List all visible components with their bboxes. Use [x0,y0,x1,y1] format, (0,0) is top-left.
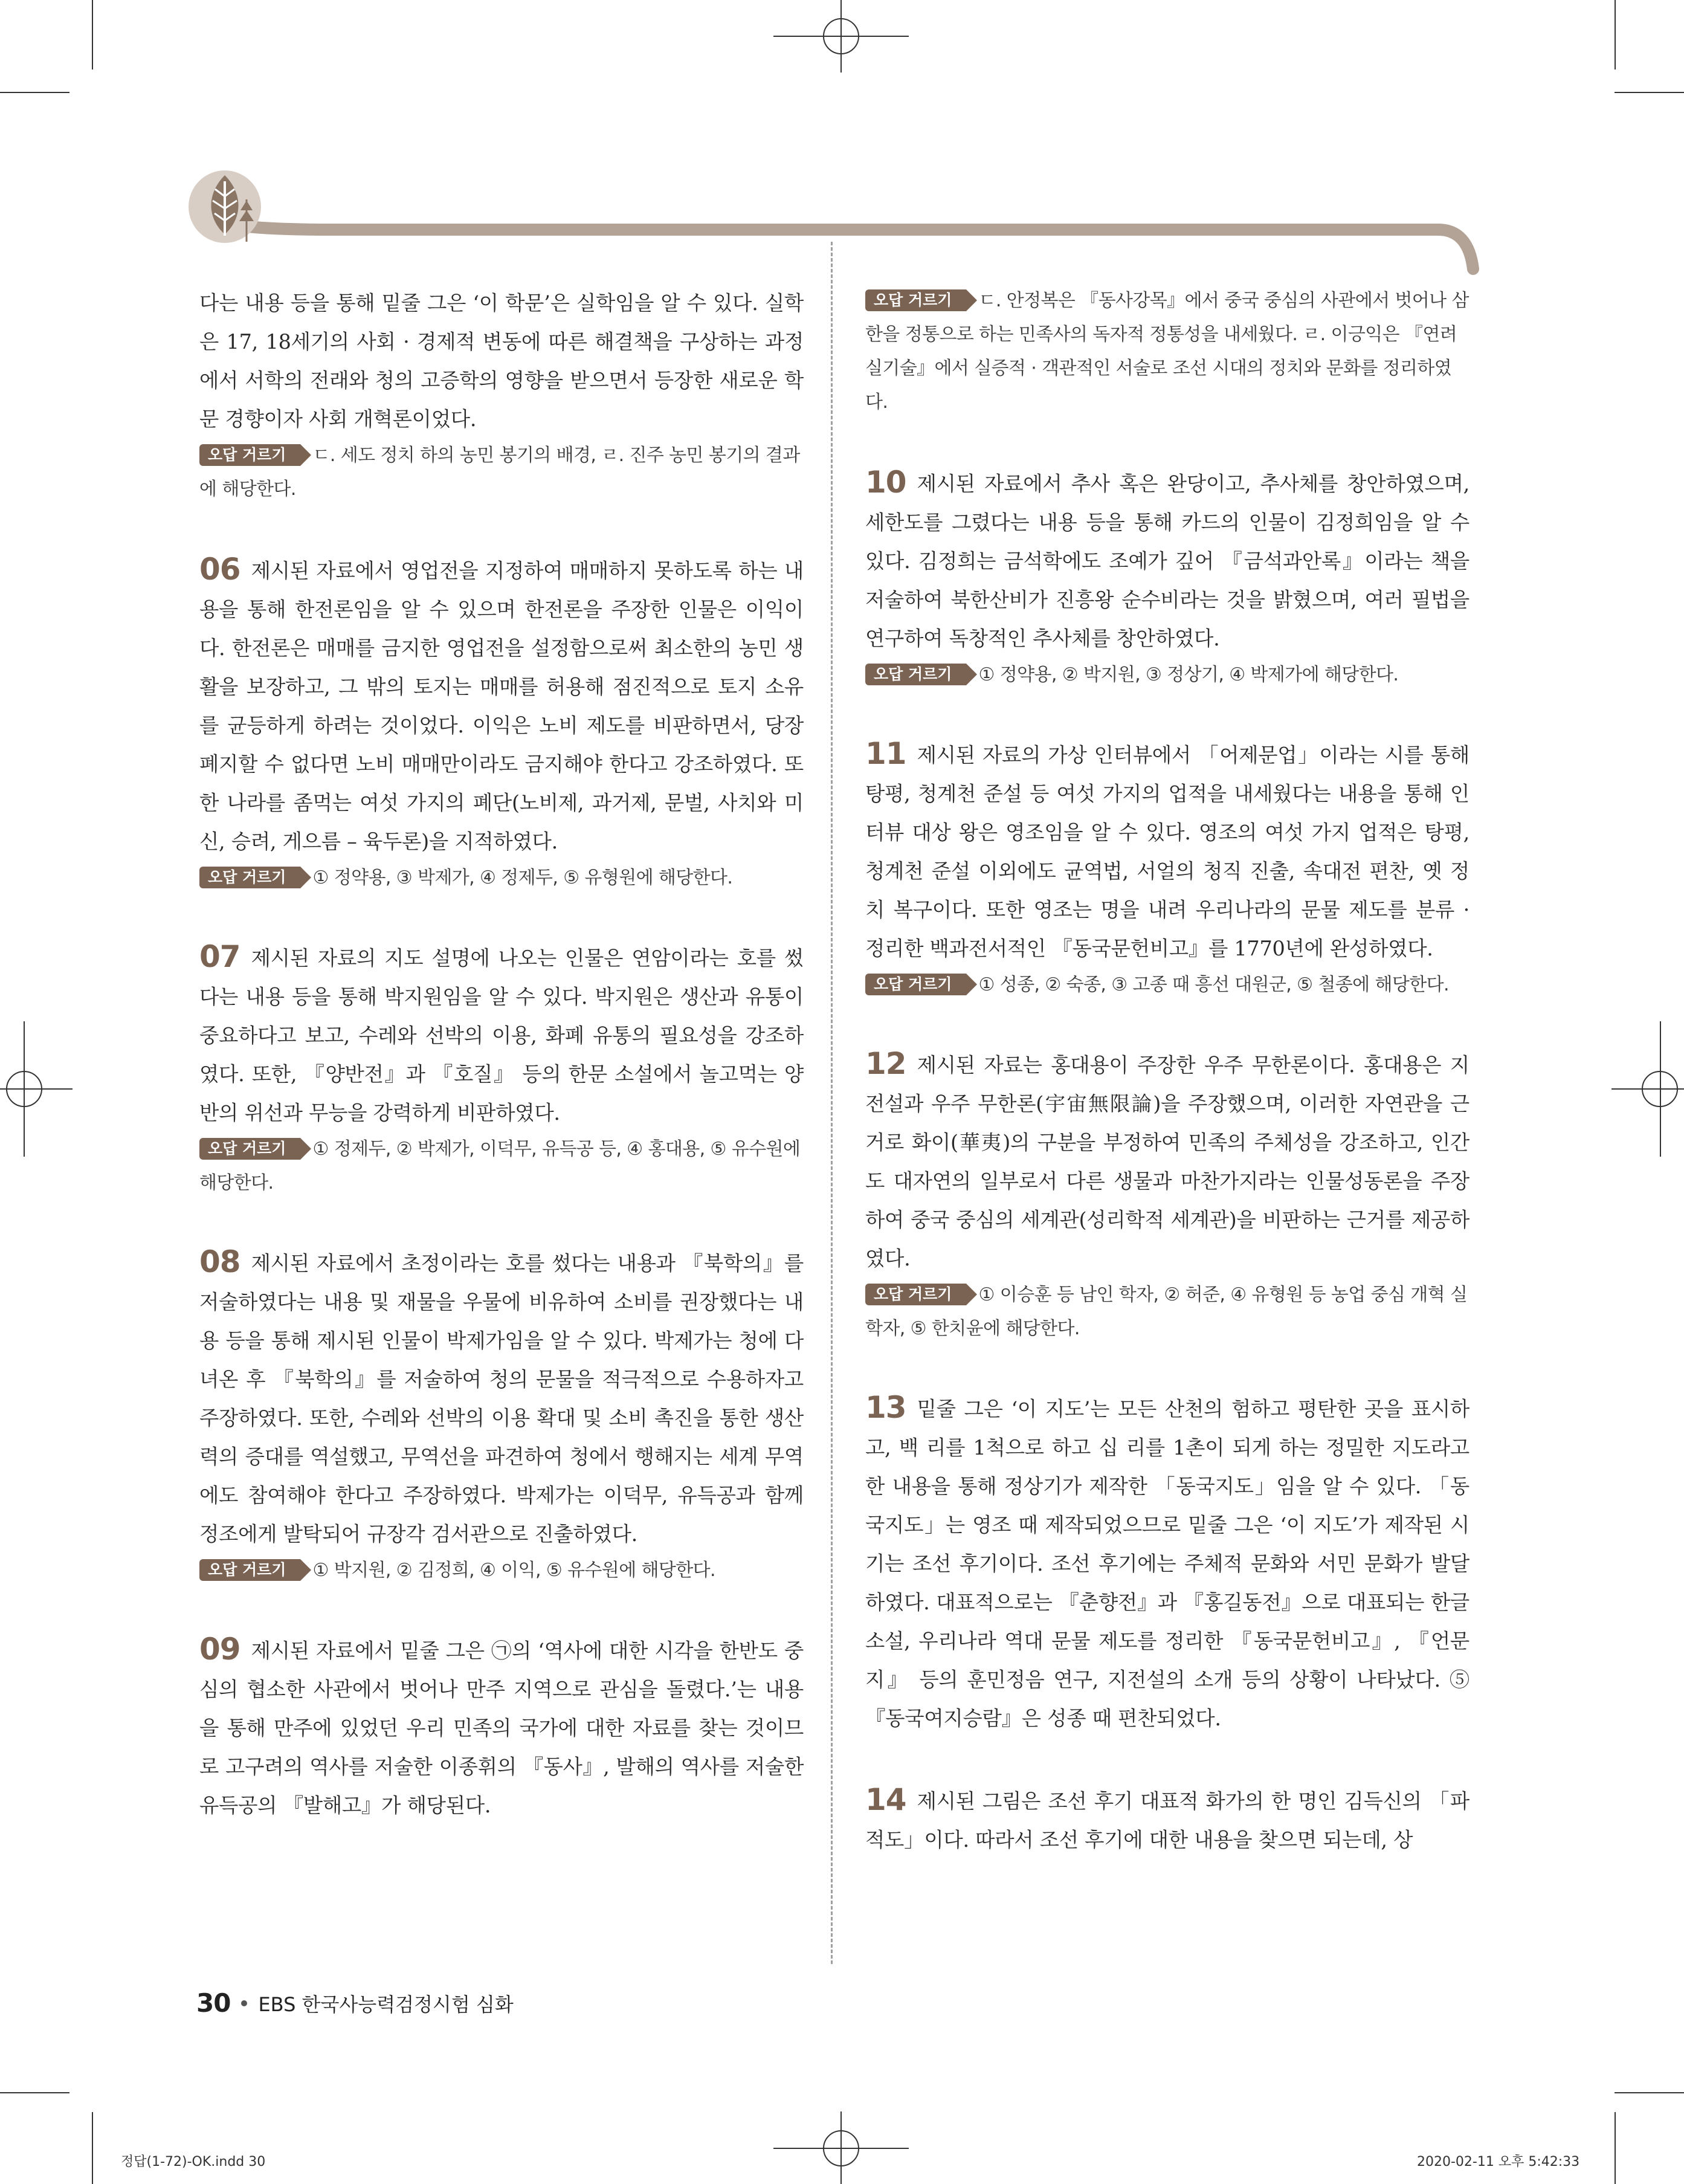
header-decoration [181,163,1486,278]
note-text: ① 박지원, ② 김정희, ④ 이익, ⑤ 유수원에 해당한다. [312,1560,715,1581]
answer-text: 제시된 자료에서 밑줄 그은 ㉠의 ‘역사에 대한 시각을 한반도 중심의 협소한 사관에서 벗어나 만주 지역으로 관심을 돌렸다.’는 내용을 통해 만주에 있었던 우리 민족의 국가에 대한 자료를 찾는 것이므로 고구려의 역사를 저술한 이종휘의 『동사』, 발해의 역사를 저술한 유득공의 『발해고』가 해당된다. [199,1639,804,1817]
wrong-answer-badge: 오답 거르기 [865,974,966,995]
crop-mark [0,92,69,93]
wrong-answer-badge: 오답 거르기 [865,289,966,311]
note-text: ① 이승훈 등 남인 학자, ② 허준, ④ 유형원 등 농업 중심 개혁 실학자, ⑤ 한치윤에 해당한다. [865,1284,1468,1339]
wrong-answer-badge: 오답 거르기 [865,1284,966,1305]
question-number: 12 [865,1046,906,1081]
answer-text: 밑줄 그은 ‘이 지도’는 모든 산천의 험하고 평탄한 곳을 표시하고, 백 리를 1척으로 하고 십 리를 1촌이 되게 하는 정밀한 지도라고 한 내용을 통해 정상기가 제작한 「동국지도」임을 알 수 있다. 「동국지도」는 영조 때 제작되었으므로 밑줄 그은 ‘이 지도’가 제작된 시기는 조선 후기이다. 조선 후기에는 주체적 문화와 서민 문화가 발달하였다. 대표적으로는 『춘향전』과 『홍길동전』으로 대표되는 한글 소설, 우리나라 역대 문물 제도를 정리한 『동국문헌비고』, 『언문지』 등의 훈민정음 연구, 지전설의 소개 등의 상황이 나타났다. ⑤ 『동국여지승람』은 성종 때 편찬되었다. [865,1397,1469,1730]
answer-text: 제시된 자료의 지도 설명에 나오는 인물은 연암이라는 호를 썼다는 내용 등을 통해 박지원임을 알 수 있다. 박지원은 생산과 유통이 중요하다고 보고, 수레와 선박의 이용, 화폐 유통의 필요성을 강조하였다. 또한, 『양반전』과 『호질』 등의 한문 소설에서 놀고먹는 양반의 위선과 무능을 강력하게 비판하였다. [199,946,804,1125]
wrong-answer-badge: 오답 거르기 [865,664,966,685]
note-09 [865,284,1469,419]
crop-mark [1615,0,1616,69]
answer-09 [199,1630,804,1825]
paragraph-intro: 다는 내용 등을 통해 밑줄 그은 ‘이 학문’은 실학임을 알 수 있다. 실학은 17, 18세기의 사회 · 경제적 변동에 따른 해결책을 구상하는 과정에서 서학의 전래와 청의 고증학의 영향을 받으면서 등장한 새로운 학문 경향이자 사회 개혁론이었다. [199,291,804,431]
bullet-dot-icon [241,2000,247,2006]
crop-mark [1615,92,1684,93]
note-12 [865,1278,1469,1346]
answer-13 [865,1388,1469,1738]
question-number: 09 [199,1632,240,1667]
answer-text: 제시된 자료의 가상 인터뷰에서 「어제문업」이라는 시를 통해 탕평, 청계천 준설 등 여섯 가지의 업적을 내세웠다는 내용을 통해 인터뷰 대상 왕은 영조임을 알 수 있다. 영조의 여섯 가지 업적은 탕평, 청계천 준설 이외에도 균역법, 서얼의 청직 진출, 속대전 편찬, 옛 정치 복구이다. 또한 영조는 명을 내려 우리나라의 문물 제도를 분류 · 정리한 백과전서적인 『동국문헌비고』를 1770년에 완성하였다. [865,743,1469,960]
answer-text: 제시된 그림은 조선 후기 대표적 화가의 한 명인 김득신의 「파적도」이다. 따라서 조선 후기에 대한 내용을 찾으면 되는데, 상 [865,1789,1469,1852]
note-intro [199,439,804,506]
question-number: 11 [865,736,906,771]
answer-06 [199,550,804,861]
note-text: ① 정약용, ② 박지원, ③ 정상기, ④ 박제가에 해당한다. [978,664,1399,685]
crop-mark [92,0,93,69]
answer-12 [865,1044,1469,1278]
question-number: 06 [199,552,240,587]
answer-14 [865,1780,1469,1859]
note-10 [865,658,1469,692]
column-divider [831,242,833,1964]
book-title: EBS 한국사능력검정시험 심화 [258,1992,514,2016]
question-number: 13 [865,1390,906,1425]
answer-text: 제시된 자료에서 초정이라는 호를 썼다는 내용과 『북학의』를 저술하였다는 내용 및 재물을 우물에 비유하여 소비를 권장했다는 내용 등을 통해 제시된 인물이 박제가임을 알 수 있다. 박제가는 청에 다녀온 후 『북학의』를 저술하여 청의 문물을 적극적으로 수용하자고 주장하였다. 또한, 수레와 선박의 이용 확대 및 소비 촉진을 통한 생산력의 증대를 역설했고, 무역선을 파견하여 청에서 행해지는 세계 무역에도 참여해야 한다고 주장하였다. 박제가는 이덕무, 유득공과 함께 정조에게 발탁되어 규장각 검서관으로 진출하였다. [199,1252,804,1546]
note-text: ㄷ. 안정복은 『동사강목』에서 중국 중심의 사관에서 벗어나 삼한을 정통으로 하는 민족사의 독자적 정통성을 내세웠다. ㄹ. 이긍익은 『연려실기술』에서 실증적 · 객관적인 서술로 조선 시대의 정치와 문화를 정리하였다. [865,290,1469,413]
wrong-answer-badge: 오답 거르기 [199,1138,300,1160]
answer-08 [199,1242,804,1554]
crop-mark [1615,2112,1616,2184]
note-08 [199,1554,804,1588]
note-11 [865,968,1469,1002]
note-text: ㄷ. 세도 정치 하의 농민 봉기의 배경, ㄹ. 진주 농민 봉기의 결과에 해당한다. [199,445,800,500]
answer-07 [199,937,804,1132]
question-number: 08 [199,1244,240,1279]
left-column [199,284,804,1825]
right-column [865,284,1469,1859]
note-06 [199,861,804,895]
slug-timestamp: 2020-02-11 오후 5:42:33 [1417,2154,1580,2169]
wrong-answer-badge: 오답 거르기 [199,1559,300,1581]
page-footer [196,1988,514,2018]
answer-text: 제시된 자료에서 영업전을 지정하여 매매하지 못하도록 하는 내용을 통해 한전론임을 알 수 있으며 한전론을 주장한 인물은 이익이다. 한전론은 매매를 금지한 영업전을 설정함으로써 최소한의 농민 생활을 보장하고, 그 밖의 토지는 매매를 허용해 점진적으로 토지 소유를 균등하게 하려는 것이었다. 이익은 노비 제도를 비판하면서, 당장 폐지할 수 없다면 노비 매매만이라도 금지해야 한다고 강조하였다. 또한 나라를 좀먹는 여섯 가지의 폐단(노비제, 과거제, 문벌, 사치와 미신, 승려, 게으름 – 육두론)을 지적하였다. [199,559,804,853]
answer-11 [865,734,1469,968]
answer-10 [865,463,1469,658]
wrong-answer-badge: 오답 거르기 [199,867,300,888]
question-number: 10 [865,465,906,500]
page-number: 30 [196,1988,231,2018]
note-text: ① 정약용, ③ 박제가, ④ 정제두, ⑤ 유형원에 해당한다. [312,867,733,888]
crop-mark [1615,2092,1684,2093]
question-number: 14 [865,1782,906,1817]
answer-text: 제시된 자료에서 추사 혹은 완당이고, 추사체를 창안하였으며, 세한도를 그렸다는 내용 등을 통해 카드의 인물이 김정희임을 알 수 있다. 김정희는 금석학에도 조예가 깊어 『금석과안록』이라는 책을 저술하여 북한산비가 진흥왕 순수비라는 것을 밝혔으며, 여러 필법을 연구하여 독창적인 추사체를 창안하였다. [865,472,1469,650]
question-number: 07 [199,939,240,974]
note-07 [199,1132,804,1200]
answer-text: 제시된 자료는 홍대용이 주장한 우주 무한론이다. 홍대용은 지전설과 우주 무한론(宇宙無限論)을 주장했으며, 이러한 자연관을 근거로 화이(華夷)의 구분을 부정하여 민족의 주체성을 강조하고, 인간도 대자연의 일부로서 다른 생물과 마찬가지라는 인물성동론을 주장하여 중국 중심의 세계관(성리학적 세계관)을 비판하는 근거를 제공하였다. [865,1053,1469,1270]
wrong-answer-badge: 오답 거르기 [199,444,300,466]
slug-file-name: 정답(1-72)-OK.indd 30 [121,2154,266,2169]
crop-mark [0,2092,69,2093]
note-text: ① 정제두, ② 박제가, 이덕무, 유득공 등, ④ 홍대용, ⑤ 유수원에 해당한다. [199,1139,801,1194]
crop-mark [92,2112,93,2184]
note-text: ① 성종, ② 숙종, ③ 고종 때 흥선 대원군, ⑤ 철종에 해당한다. [978,974,1449,995]
